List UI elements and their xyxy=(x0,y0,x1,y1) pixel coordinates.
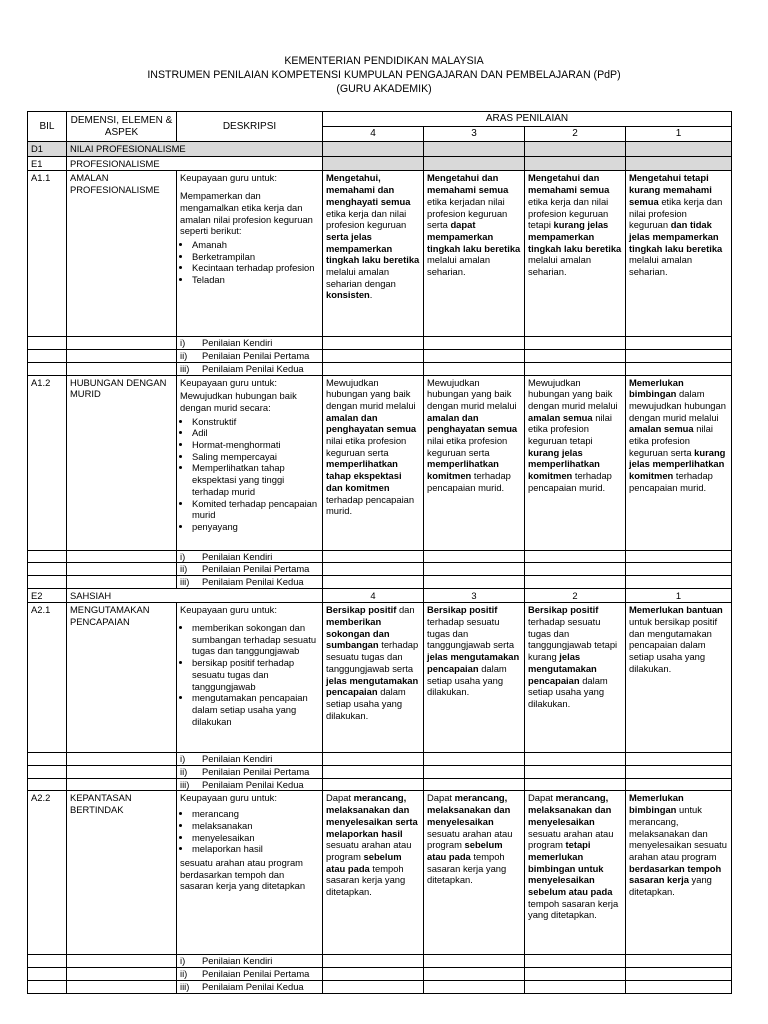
list-item: • melaporkan hasil xyxy=(192,843,319,855)
level-2: 2 xyxy=(525,127,626,142)
list-item: • Berketrampilan xyxy=(192,251,319,263)
list-item: • Amanah xyxy=(192,239,319,251)
a21-level-3: Bersikap positif terhadap sesuatu tugas dan tanggungjawab serta jelas mengutamakan pencapaian dalam setiap usaha yang dilakukan. xyxy=(424,603,525,753)
a11-level-1: Mengetahui tetapi kurang memahami semua etika kerja dan nilai profesion keguruan dan tidak jelas mempamerkan tingkah laku beretika melalui amalan seharian. xyxy=(626,171,732,337)
col-bil: BIL xyxy=(28,112,67,142)
a12-code: A1.2 xyxy=(28,375,67,550)
a11-aspect: AMALAN PROFESIONALISME xyxy=(67,171,177,337)
a21-assessment-1: i) Penilaian Kendiri xyxy=(28,753,732,766)
a21-code: A2.1 xyxy=(28,603,67,753)
col-aras: ARAS PENILAIAN xyxy=(323,112,732,127)
a12-level-4: Mewujudkan hubungan yang baik dengan murid melalui amalan dan penghayatan semua nilai etika profesion keguruan serta memperlihatkan tahap ekspektasi dan komitmen terhadap pencapaian murid. xyxy=(323,375,424,550)
a12-bullets xyxy=(180,416,319,533)
list-item: • Kecintaan terhadap profesion xyxy=(192,262,319,274)
e1-label: PROFESIONALISME xyxy=(67,156,323,171)
col-deskripsi: DESKRIPSI xyxy=(177,112,323,142)
list-item: • memberikan sokongan dan sumbangan terhadap sesuatu tugas dan tanggungjawab xyxy=(192,622,319,657)
col-demensi: DEMENSI, ELEMEN & ASPEK xyxy=(67,112,177,142)
list-item: • Memperlihatkan tahap ekspektasi yang tinggi terhadap murid xyxy=(192,462,319,497)
a22-row xyxy=(28,791,732,955)
a11-assessment-1: i) Penilaian Kendiri xyxy=(28,337,732,350)
e2-code: E2 xyxy=(28,588,67,603)
a12-row xyxy=(28,375,732,550)
list-item: • Saling mempercayai xyxy=(192,451,319,463)
list-item: • menyelesaikan xyxy=(192,832,319,844)
list-item: • Teladan xyxy=(192,274,319,286)
a21-assessment-3: iii) Penilaiam Penilai Kedua xyxy=(28,778,732,791)
a11-assessment-2: ii) Penilaian Penilai Pertama xyxy=(28,350,732,363)
a22-level-1: Memerlukan bimbingan untuk merancang, melaksanakan dan menyelesaikan sesuatu arahan atau program berdasarkan tempoh sasaran kerja yang ditetapkan. xyxy=(626,791,732,955)
a22-assessment-3: iii) Penilaiam Penilai Kedua xyxy=(28,980,732,993)
a12-assessment-2: ii) Penilaian Penilai Pertama xyxy=(28,563,732,576)
list-item: • mengutamakan pencapaian dalam setiap usaha yang dilakukan xyxy=(192,692,319,727)
a22-level-2: Dapat merancang, melaksanakan dan menyelesaikan sesuatu arahan atau program tetapi memerlukan bimbingan untuk menyelesaikan sebelum atau pada tempoh sasaran kerja yang ditetapkan. xyxy=(525,791,626,955)
a22-code: A2.2 xyxy=(28,791,67,955)
a22-assessment-1: i) Penilaian Kendiri xyxy=(28,955,732,968)
list-item: • Adil xyxy=(192,427,319,439)
document-header xyxy=(0,54,768,96)
a21-assessment-2: ii) Penilaian Penilai Pertama xyxy=(28,766,732,779)
e2-level-3: 3 xyxy=(424,588,525,603)
a22-description: Keupayaan guru untuk: • merancang • melaksanakan • menyelesaikan • melaporkan hasil sesuatu arahan atau program berdasarkan tempoh dan sasaran kerja yang ditetapkan xyxy=(177,791,323,955)
list-item: • merancang xyxy=(192,808,319,820)
a21-level-4: Bersikap positif dan memberikan sokongan dan sumbangan terhadap sesuatu tugas dan tanggungjawab serta jelas mengutamakan pencapaian dalam setiap usaha yang dilakukan. xyxy=(323,603,424,753)
a12-assessment-1: i) Penilaian Kendiri xyxy=(28,550,732,563)
list-item: • melaksanakan xyxy=(192,820,319,832)
a21-description: Keupayaan guru untuk: • memberikan sokongan dan sumbangan terhadap sesuatu tugas dan tanggungjawab • bersikap positif terhadap sesuatu tugas dan tanggungjawab • mengutamakan pencapaian dalam setiap usaha yang dilakukan xyxy=(177,603,323,753)
d1-code: D1 xyxy=(28,142,67,157)
a22-level-4: Dapat merancang, melaksanakan dan menyelesaikan serta melaporkan hasil sesuatu arahan atau program sebelum atau pada tempoh sasaran kerja yang ditetapkan. xyxy=(323,791,424,955)
a22-bullets xyxy=(180,808,319,855)
d1-label: NILAI PROFESIONALISME xyxy=(67,142,323,157)
ministry-title: KEMENTERIAN PENDIDIKAN MALAYSIA xyxy=(284,55,484,67)
a11-level-3: Mengetahui dan memahami semua etika kerjadan nilai profesion keguruan serta dapat mempamerkan tingkah laku beretika melalui amalan seharian. xyxy=(424,171,525,337)
a12-description: Keupayaan guru untuk: Mewujudkan hubungan baik dengan murid secara: • Konstruktif • Adil • Hormat-menghormati • Saling mempercayai • Memperlihatkan tahap ekspektasi yang tinggi terhadap murid • Komited terhadap pencapaian murid • penyayang xyxy=(177,375,323,550)
list-item: • Konstruktif xyxy=(192,416,319,428)
list-item: • bersikap positif terhadap sesuatu tugas dan tanggungjawab xyxy=(192,657,319,692)
list-item: • Komited terhadap pencapaian murid xyxy=(192,498,319,521)
a11-bullets xyxy=(180,239,319,286)
e2-level-2: 2 xyxy=(525,588,626,603)
list-item: • penyayang xyxy=(192,521,319,533)
a11-row xyxy=(28,171,732,337)
a11-level-2: Mengetahui dan memahami semua etika kerja dan nilai profesion keguruan tetapi kurang jelas mempamerkan tingkah laku beretika melalui amalan seharian. xyxy=(525,171,626,337)
a11-level-4: Mengetahui, memahami dan menghayati semua etika kerja dan nilai profesion keguruan serta jelas mempamerkan tingkah laku beretika melalui amalan seharian dengan konsisten. xyxy=(323,171,424,337)
a12-level-3: Mewujudkan hubungan yang baik dengan murid melalui amalan dan penghayatan semua nilai etika profesion keguruan serta memperlihatkan komitmen terhadap pencapaian murid. xyxy=(424,375,525,550)
assessment-table xyxy=(27,111,732,994)
a22-aspect: KEPANTASAN BERTINDAK xyxy=(67,791,177,955)
a12-aspect: HUBUNGAN DENGAN MURID xyxy=(67,375,177,550)
table-header-row xyxy=(28,112,732,127)
a12-level-2: Mewujudkan hubungan yang baik dengan murid melalui amalan semua nilai etika profesion keguruan tetapi kurang jelas memperlihatkan komitmen terhadap pencapaian murid. xyxy=(525,375,626,550)
d1-row xyxy=(28,142,732,157)
e1-code: E1 xyxy=(28,156,67,171)
instrument-title: INSTRUMEN PENILAIAN KOMPETENSI KUMPULAN PENGAJARAN DAN PEMBELAJARAN (PdP) xyxy=(147,69,621,81)
a21-level-1: Memerlukan bantuan untuk bersikap positif dan mengutamakan pencapaian dalam setiap usaha yang dilakukan. xyxy=(626,603,732,753)
e2-level-4: 4 xyxy=(323,588,424,603)
level-4: 4 xyxy=(323,127,424,142)
e2-level-1: 1 xyxy=(626,588,732,603)
level-1: 1 xyxy=(626,127,732,142)
e2-row xyxy=(28,588,732,603)
a12-level-1: Memerlukan bimbingan dalam mewujudkan hubungan dengan murid melalui amalan semua nilai etika profesion keguruan serta kurang jelas memperlihatkan komitmen terhadap pencapaian murid. xyxy=(626,375,732,550)
a22-level-3: Dapat merancang, melaksanakan dan menyelesaikan sesuatu arahan atau program sebelum atau pada tempoh sasaran kerja yang ditetapkan. xyxy=(424,791,525,955)
a22-assessment-2: ii) Penilaian Penilai Pertama xyxy=(28,968,732,981)
e1-row xyxy=(28,156,732,171)
list-item: • Hormat-menghormati xyxy=(192,439,319,451)
a12-assessment-3: iii) Penilaiam Penilai Kedua xyxy=(28,575,732,588)
level-3: 3 xyxy=(424,127,525,142)
a11-assessment-3: iii) Penilaiam Penilai Kedua xyxy=(28,362,732,375)
a11-code: A1.1 xyxy=(28,171,67,337)
a11-description: Keupayaan guru untuk: Mempamerkan dan mengamalkan etika kerja dan amalan nilai profesion keguruan seperti berikut: • Amanah • Berketrampilan • Kecintaan terhadap profesion • Teladan xyxy=(177,171,323,337)
a21-bullets xyxy=(180,622,319,727)
a21-aspect: MENGUTAMAKAN PENCAPAIAN xyxy=(67,603,177,753)
a21-level-2: Bersikap positif terhadap sesuatu tugas dan tanggungjawab tetapi kurang jelas mengutamakan pencapaian dalam setiap usaha yang dilakukan. xyxy=(525,603,626,753)
a21-row xyxy=(28,603,732,753)
e2-label: SAHSIAH xyxy=(67,588,323,603)
instrument-subtitle: (GURU AKADEMIK) xyxy=(336,83,432,95)
